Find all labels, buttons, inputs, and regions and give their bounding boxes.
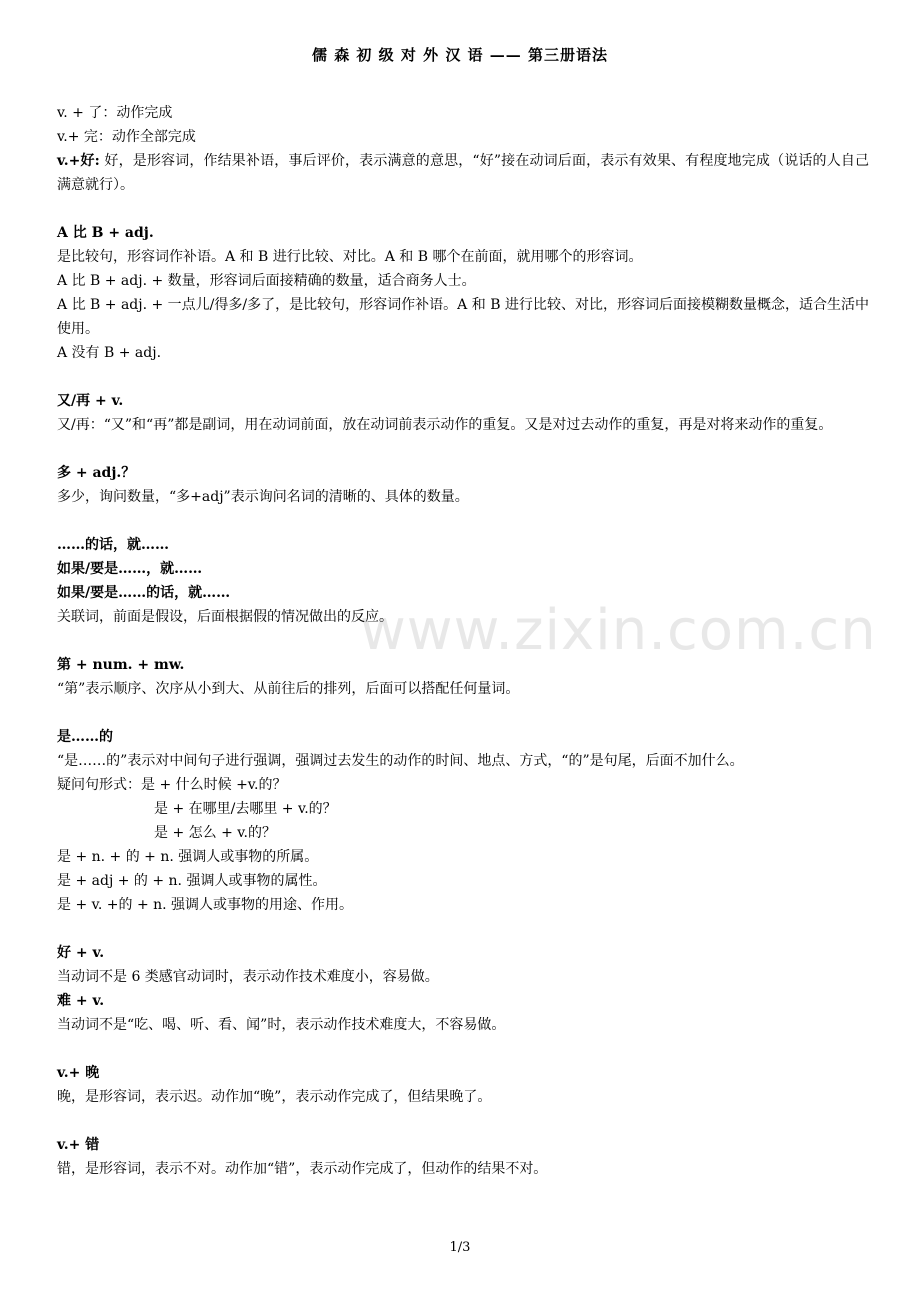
section-heading: 是……的 (57, 729, 113, 745)
section-heading: 如果/要是……，就…… (57, 561, 203, 577)
section-heading: 多 + adj.？ (57, 465, 136, 481)
grammar-line: A 没有 B + adj. (57, 345, 162, 361)
grammar-line: 晚，是形容词，表示迟。动作加“晚”，表示动作完成了，但结果晚了。 (57, 1089, 492, 1105)
section-heading: v.+ 错 (57, 1137, 100, 1153)
grammar-line: 当动词不是 6 类感官动词时，表示动作技术难度小，容易做。 (57, 969, 439, 985)
grammar-line: v.+ 完：动作全部完成 (57, 129, 196, 145)
section-hao-nan-v (57, 941, 869, 1037)
section-le-wan-hao (57, 101, 869, 197)
page-number: 1/3 (449, 1240, 471, 1255)
grammar-line: 是 + adj + 的 + n. 强调人或事物的属性。 (57, 873, 327, 889)
watermark: www.zixin.com.cn (360, 598, 877, 663)
grammar-paragraph: A 比 B + adj. + 一点儿/得多/多了，是比较句，形容词作补语。A 和 B 进行比较、对比，形容词后面接模糊数量概念，适合生活中使用。 (57, 297, 869, 337)
grammar-line: 当动词不是“吃、喝、听、看、闻”时，表示动作技术难度大，不容易做。 (57, 1017, 506, 1033)
grammar-paragraph (57, 149, 869, 197)
section-heading: 第 + num. + mw. (57, 657, 185, 673)
section-shi-de (57, 725, 869, 917)
grammar-line: 是 + n. + 的 + n. 强调人或事物的所属。 (57, 849, 319, 865)
section-bi-comparison (57, 221, 869, 365)
grammar-line: 是比较句，形容词作补语。A 和 B 进行比较、对比。A 和 B 哪个在前面，就用哪个的形容词。 (57, 249, 643, 265)
grammar-line: A 比 B + adj. + 数量，形容词后面接精确的数量，适合商务人士。 (57, 273, 476, 289)
grammar-line: v. + 了：动作完成 (57, 105, 173, 121)
section-heading: 好 + v. (57, 945, 105, 961)
grammar-line: “是……的”表示对中间句子进行强调，强调过去发生的动作的时间、地点、方式，“的”是句尾，后面不加什么。 (57, 753, 744, 769)
section-di-num-mw (57, 653, 869, 701)
section-heading: 又/再 + v. (57, 393, 124, 409)
section-heading: A 比 B + adj. (57, 225, 154, 241)
section-dehua-jiu (57, 533, 869, 629)
section-v-cuo (57, 1133, 869, 1181)
grammar-line: 多少，询问数量，“多+adj”表示询问名词的清晰的、具体的数量。 (57, 489, 469, 505)
section-v-wan (57, 1061, 869, 1109)
section-heading: 难 + v. (57, 993, 105, 1009)
grammar-paragraph: 又/再：“又”和“再”都是副词，用在动词前面，放在动词前表示动作的重复。又是对过去动作的重复，再是对将来动作的重复。 (57, 417, 833, 433)
grammar-line: 是 + 在哪里/去哪里 + v.的？ (154, 801, 337, 817)
section-duo-adj (57, 461, 869, 509)
section-heading: v.+ 晚 (57, 1065, 100, 1081)
page-title: 儒 森 初 级 对 外 汉 语 —— 第三册语法 (311, 46, 608, 64)
section-heading: 如果/要是……的话，就…… (57, 585, 231, 601)
grammar-line: 疑问句形式：是 + 什么时候 +v.的？ (57, 777, 287, 793)
grammar-explanation: 好，是形容词，作结果补语，事后评价，表示满意的意思，“好”接在动词后面，表示有效果、有程度地完成（说话的人自己满意就行）。 (57, 153, 870, 193)
grammar-line: “第”表示顺序、次序从小到大、从前往后的排列，后面可以搭配任何量词。 (57, 681, 520, 697)
section-you-zai (57, 389, 869, 437)
grammar-line: 是 + 怎么 + v.的？ (154, 825, 276, 841)
document-body (57, 101, 869, 1205)
section-heading: ……的话，就…… (57, 537, 169, 553)
grammar-line: 错，是形容词，表示不对。动作加“错”，表示动作完成了，但动作的结果不对。 (57, 1161, 548, 1177)
grammar-line: 是 + v. +的 + n. 强调人或事物的用途、作用。 (57, 897, 354, 913)
grammar-line: 关联词，前面是假设，后面根据假的情况做出的反应。 (57, 609, 393, 625)
grammar-pattern: v.+好: (57, 153, 100, 169)
